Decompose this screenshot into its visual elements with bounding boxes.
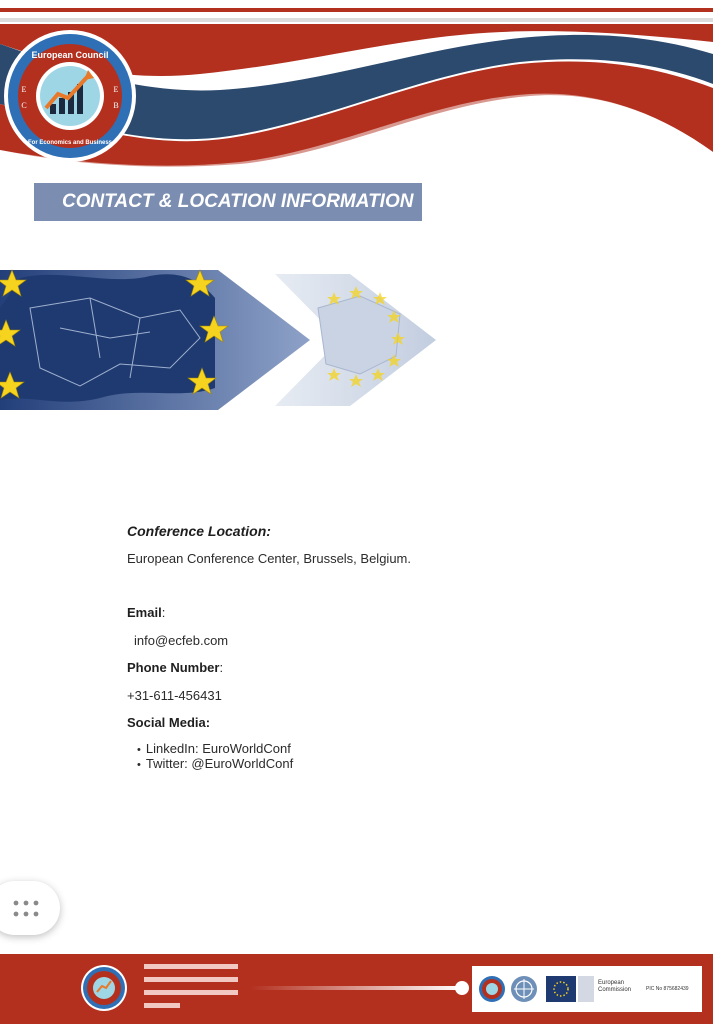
ecfeb-logo — [2, 28, 138, 164]
eu-commission-line1: European — [598, 980, 625, 986]
footer-stripes — [144, 964, 238, 1012]
location-label: Conference Location: — [127, 523, 271, 539]
social-label: Social Media: — [127, 715, 211, 730]
phone-colon: : — [219, 660, 224, 675]
pic-number: PIC No 875682439 — [646, 986, 689, 992]
section-title: CONTACT & LOCATION INFORMATION — [34, 183, 422, 221]
email-colon: : — [161, 605, 166, 620]
social-item-linkedin[interactable]: • LinkedIn: EuroWorldConf — [137, 742, 293, 757]
top-bar — [0, 0, 713, 24]
menu-button[interactable] — [0, 881, 60, 935]
logo-letter-c: C — [21, 101, 27, 110]
logo-letter-e1: E — [21, 85, 27, 94]
footer-slider — [250, 980, 470, 996]
logo-letter-e2: E — [113, 85, 119, 94]
logo-text-top: European Council — [31, 50, 109, 60]
footer — [0, 954, 713, 1024]
email-label: Email — [127, 605, 162, 620]
logo-text-bottom: For Economics and Business — [27, 140, 113, 146]
social-item-twitter[interactable]: • Twitter: @EuroWorldConf — [137, 757, 293, 772]
ecfeb-small-logo — [478, 975, 506, 1003]
top-grey-line — [0, 18, 713, 22]
footer-logo — [80, 964, 128, 1012]
email-label-row — [127, 605, 165, 620]
un-logo — [510, 975, 538, 1003]
eu-commission-text — [598, 980, 631, 994]
email-value[interactable]: info@ecfeb.com — [134, 633, 229, 648]
phone-label: Phone Number — [127, 660, 220, 675]
logo-letter-b: B — [113, 101, 119, 110]
phone-value[interactable]: +31-611-456431 — [127, 688, 222, 703]
phone-label-row — [127, 660, 223, 675]
menu-dots-icon — [13, 900, 39, 918]
social-list — [137, 742, 293, 772]
location-value: European Conference Center, Brussels, Belgium. — [127, 551, 411, 566]
partner-logos — [472, 966, 702, 1012]
top-red-line — [0, 8, 713, 12]
eu-stars — [0, 268, 440, 413]
eu-flag-icon — [546, 976, 594, 1002]
eu-commission-line2: Commission — [598, 987, 632, 993]
